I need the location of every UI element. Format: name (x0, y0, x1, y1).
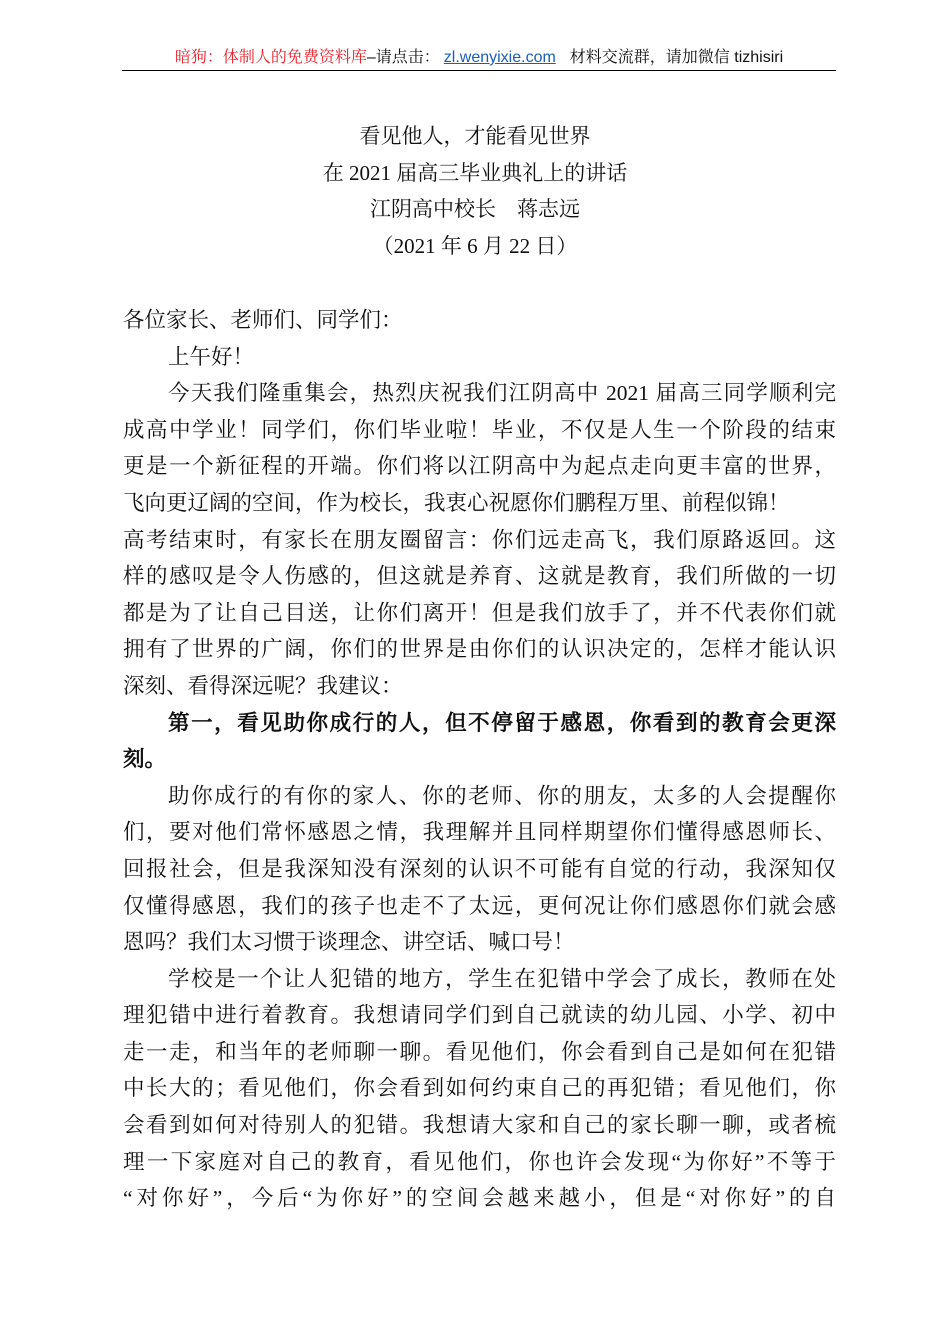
document-date: （2021 年 6 月 22 日） (372, 233, 578, 258)
document-subtitle: 在 2021 届高三毕业典礼上的讲话 (322, 160, 628, 185)
page-header (122, 46, 836, 71)
body-text-line: 成高中学业！同学们，你们毕业啦！毕业，不仅是人生一个阶段的结束 (123, 417, 836, 442)
body-text-line: 理一下家庭对自己的教育，看见他们，你也许会发现“为你好”不等于 (123, 1149, 836, 1174)
body-text-line: 中长大的；看见他们，你会看到如何约束自己的再犯错；看见他们，你 (123, 1076, 836, 1101)
body-text-line: 仅懂得感恩，我们的孩子也走不了太远，更何况让你们感恩你们就会感 (123, 893, 836, 918)
body-text-line: 今天我们隆重集会，热烈庆祝我们江阴高中 2021 届高三同学顺利完 (168, 381, 836, 406)
body-text-line: 助你成行的有你的家人、你的老师、你的朋友，太多的人会提醒你 (168, 783, 836, 808)
body-text-line: 恩吗？我们太习惯于谈理念、讲空话、喊口号！ (123, 930, 575, 955)
section-heading-line: 刻。 (123, 747, 167, 772)
body-text-line: 各位家长、老师们、同学们： (123, 308, 403, 332)
click-prompt: –请点击： (366, 49, 440, 66)
document-body (123, 302, 836, 1217)
document-author: 江阴高中校长 蒋志远 (370, 197, 580, 222)
body-text-line: 样的感叹是令人伤感的，但这就是养育、这就是教育，我们所做的一切 (123, 564, 836, 589)
promo-text: 暗狗：体制人的免费资料库 (174, 49, 367, 66)
document-title: 看见他人，才能看见世界 (359, 124, 591, 148)
contact-text: 材料交流群，请加微信 tizhisiri (569, 49, 784, 66)
body-text-line: 走一走，和当年的老师聊一聊。看见他们，你会看到自己是如何在犯错 (123, 1039, 836, 1064)
body-text-line: 深刻、看得深远呢？我建议： (123, 673, 403, 698)
body-text-line: 拥有了世界的广阔，你们的世界是由你们的认识决定的，怎样才能认识 (123, 637, 836, 662)
body-text-line: “对你好”，今后“为你好”的空间会越来越小，但是“对你好”的自 (123, 1186, 836, 1211)
body-text-line: 们，要对他们常怀感恩之情，我理解并且同样期望你们懂得感恩师长、 (123, 820, 836, 845)
body-text-line: 都是为了让自己目送，让你们离开！但是我们放手了，并不代表你们就 (123, 600, 836, 625)
body-text-line: 学校是一个让人犯错的地方，学生在犯错中学会了成长，教师在处 (168, 966, 836, 991)
body-text-line: 上午好！ (168, 344, 255, 369)
section-heading-line: 第一，看见助你成行的人，但不停留于感恩，你看到的教育会更深 (168, 710, 836, 735)
body-text-line: 回报社会，但是我深知没有深刻的认识不可能有自觉的行动，我深知仅 (123, 856, 836, 881)
body-text-line: 会看到如何对待别人的犯错。我想请大家和自己的家长聊一聊，或者梳 (123, 1113, 836, 1138)
body-text-line: 更是一个新征程的开端。你们将以江阴高中为起点走向更丰富的世界， (123, 454, 836, 479)
website-link[interactable]: zl.wenyixie.com (443, 49, 556, 66)
body-text-line: 高考结束时，有家长在朋友圈留言：你们远走高飞，我们原路返回。这 (123, 527, 836, 552)
body-text-line: 飞向更辽阔的空间，作为校长，我衷心祝愿你们鹏程万里、前程似锦！ (123, 490, 790, 515)
body-text-line: 理犯错中进行着教育。我想请同学们到自己就读的幼儿园、小学、初中 (123, 1003, 836, 1028)
document-title-block (0, 118, 950, 264)
